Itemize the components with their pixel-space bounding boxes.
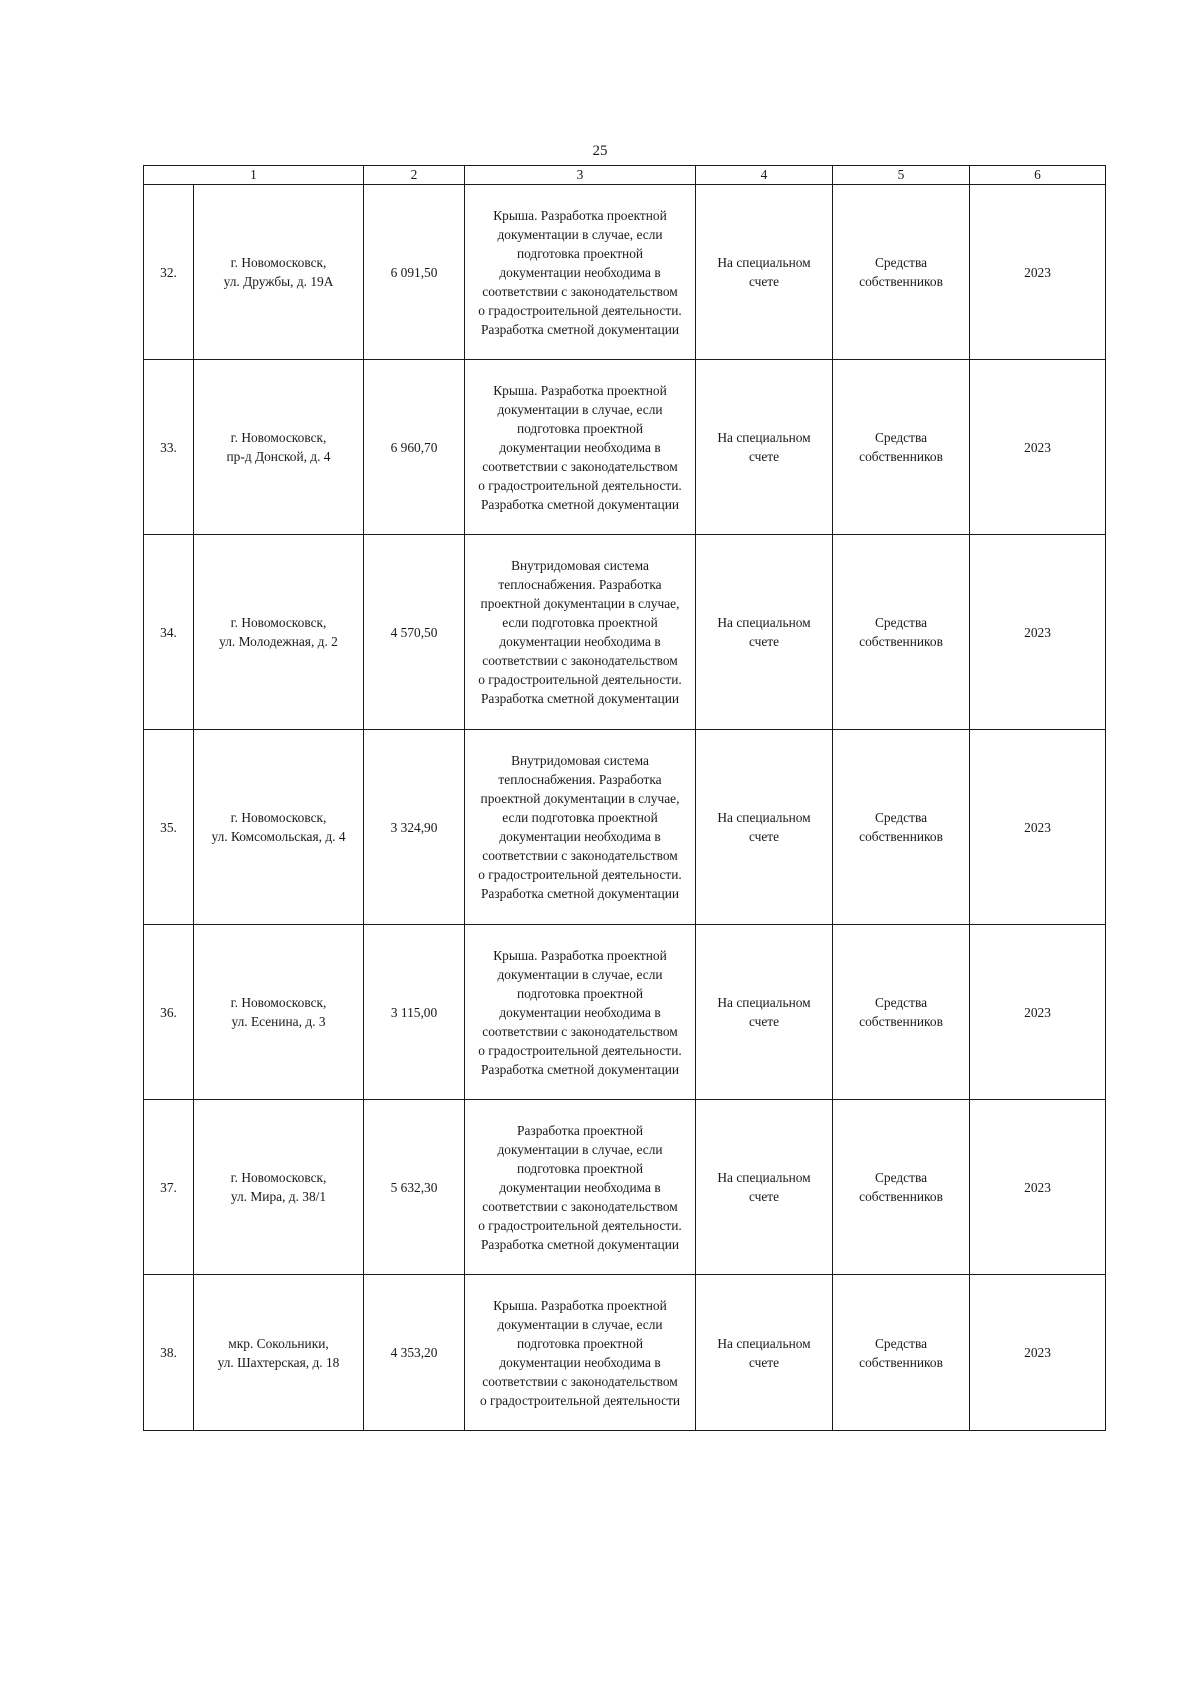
account-cell xyxy=(696,535,833,730)
description-cell-line: подготовка проектной xyxy=(516,985,644,1001)
address-cell-line: г. Новомосковск, xyxy=(230,995,327,1010)
description-cell-line: документации необходима в xyxy=(499,264,661,280)
row-number: 35. xyxy=(144,730,194,925)
source-cell-line: собственников xyxy=(859,1189,943,1204)
column-header-6: 6 xyxy=(970,166,1106,185)
account-cell-line: счете xyxy=(748,829,780,844)
description-cell-line: подготовка проектной xyxy=(516,245,644,261)
description-cell-line: Крыша. Разработка проектной xyxy=(493,947,667,963)
account-cell-line: На специальном xyxy=(717,255,811,270)
account-cell xyxy=(696,1100,833,1275)
account-cell-line: счете xyxy=(748,1014,780,1029)
table-row xyxy=(144,535,1106,730)
description-cell-line: соответствии с законодательством xyxy=(482,283,678,299)
description-cell-line: соответствии с законодательством xyxy=(482,653,678,668)
year-cell: 2023 xyxy=(970,185,1106,360)
source-cell-line: Средства xyxy=(874,1170,928,1185)
description-cell-line: документации необходима в xyxy=(499,634,661,649)
address-cell xyxy=(194,1275,364,1431)
table-row xyxy=(144,360,1106,535)
account-cell-line: На специальном xyxy=(717,615,811,630)
source-cell xyxy=(833,360,970,535)
column-header-1: 1 xyxy=(144,166,364,185)
description-cell-line: документации в случае, если xyxy=(497,226,663,242)
row-number: 38. xyxy=(144,1275,194,1431)
amount-cell: 4 570,50 xyxy=(364,535,465,730)
amount-cell: 3 324,90 xyxy=(364,730,465,925)
column-header-3: 3 xyxy=(465,166,696,185)
description-cell-line: теплоснабжения. Разработка xyxy=(498,772,662,787)
page-number: 25 xyxy=(592,143,608,159)
table-row xyxy=(144,925,1106,1100)
row-number: 33. xyxy=(144,360,194,535)
source-cell-line: Средства xyxy=(874,615,928,630)
amount-cell: 6 091,50 xyxy=(364,185,465,360)
address-cell xyxy=(194,360,364,535)
source-cell-line: собственников xyxy=(859,449,943,464)
address-cell-line: г. Новомосковск, xyxy=(230,430,327,445)
amount-cell: 3 115,00 xyxy=(364,925,465,1100)
account-cell-line: счете xyxy=(748,634,780,649)
description-cell-line: если подготовка проектной xyxy=(502,810,658,825)
header-row xyxy=(144,166,1106,185)
table-row xyxy=(144,185,1106,360)
description-cell-line: документации необходима в xyxy=(499,1179,661,1195)
column-header-2: 2 xyxy=(364,166,465,185)
source-cell xyxy=(833,535,970,730)
description-cell-line: соответствии с законодательством xyxy=(482,458,678,474)
address-cell-line: ул. Молодежная, д. 2 xyxy=(219,634,338,649)
description-cell-line: Разработка проектной xyxy=(517,1122,643,1138)
description-cell-line: о градостроительной деятельности. xyxy=(478,302,682,318)
account-cell-line: На специальном xyxy=(717,1335,811,1351)
description-cell-line: проектной документации в случае, xyxy=(480,596,680,611)
source-cell xyxy=(833,1100,970,1275)
year-cell: 2023 xyxy=(970,360,1106,535)
account-cell xyxy=(696,185,833,360)
description-cell-line: соответствии с законодательством xyxy=(482,848,678,863)
account-cell xyxy=(696,1275,833,1431)
source-cell-line: собственников xyxy=(859,274,943,289)
column-header-4: 4 xyxy=(696,166,833,185)
table-header xyxy=(144,166,1106,185)
account-cell xyxy=(696,730,833,925)
description-cell-line: Разработка сметной документации xyxy=(480,886,680,901)
address-cell xyxy=(194,185,364,360)
amount-cell: 6 960,70 xyxy=(364,360,465,535)
amount-cell: 5 632,30 xyxy=(364,1100,465,1275)
address-cell xyxy=(194,925,364,1100)
column-header-5: 5 xyxy=(833,166,970,185)
address-cell-line: г. Новомосковск, xyxy=(230,810,327,825)
description-cell xyxy=(465,1100,696,1275)
source-cell-line: Средства xyxy=(874,995,928,1010)
year-cell: 2023 xyxy=(970,730,1106,925)
source-cell-line: Средства xyxy=(874,1335,928,1351)
account-cell-line: счете xyxy=(748,1189,780,1204)
address-cell-line: ул. Есенина, д. 3 xyxy=(231,1014,326,1029)
year-cell: 2023 xyxy=(970,1100,1106,1275)
description-cell-line: документации в случае, если xyxy=(497,1316,663,1332)
description-cell-line: соответствии с законодательством xyxy=(482,1023,678,1039)
description-cell xyxy=(465,360,696,535)
description-cell-line: Разработка сметной документации xyxy=(480,1236,680,1252)
account-cell-line: На специальном xyxy=(717,1170,811,1185)
table-body xyxy=(144,185,1106,1431)
address-cell-line: г. Новомосковск, xyxy=(230,615,327,630)
description-cell-line: документации в случае, если xyxy=(497,1141,663,1157)
table-row xyxy=(144,1100,1106,1275)
description-cell-line: документации в случае, если xyxy=(497,966,663,982)
account-cell xyxy=(696,360,833,535)
description-cell xyxy=(465,185,696,360)
address-cell xyxy=(194,730,364,925)
address-cell-line: ул. Дружбы, д. 19А xyxy=(223,274,334,289)
address-cell-line: пр-д Донской, д. 4 xyxy=(226,449,331,464)
address-cell-line: ул. Мира, д. 38/1 xyxy=(230,1189,327,1204)
description-cell xyxy=(465,925,696,1100)
description-cell-line: документации необходима в xyxy=(499,1354,661,1370)
source-cell-line: собственников xyxy=(859,1354,943,1370)
description-cell-line: Крыша. Разработка проектной xyxy=(493,1297,667,1313)
account-cell-line: На специальном xyxy=(717,430,811,445)
description-cell-line: о градостроительной деятельности. xyxy=(478,477,682,493)
description-cell xyxy=(465,535,696,730)
address-cell-line: мкр. Сокольники, xyxy=(228,1335,329,1351)
address-cell-line: г. Новомосковск, xyxy=(230,255,327,270)
account-cell-line: На специальном xyxy=(717,810,811,825)
row-number: 34. xyxy=(144,535,194,730)
source-cell xyxy=(833,1275,970,1431)
description-cell-line: соответствии с законодательством xyxy=(482,1373,678,1389)
account-cell-line: счете xyxy=(748,1354,780,1370)
source-cell-line: Средства xyxy=(874,255,928,270)
description-cell-line: проектной документации в случае, xyxy=(480,791,680,806)
description-cell-line: подготовка проектной xyxy=(516,420,644,436)
description-cell-line: если подготовка проектной xyxy=(502,615,658,630)
amount-cell: 4 353,20 xyxy=(364,1275,465,1431)
description-cell-line: о градостроительной деятельности. xyxy=(478,867,682,882)
source-cell-line: Средства xyxy=(874,810,928,825)
source-cell-line: собственников xyxy=(859,634,943,649)
address-cell-line: ул. Шахтерская, д. 18 xyxy=(217,1354,340,1370)
description-cell-line: Внутридомовая система xyxy=(511,558,649,573)
year-cell: 2023 xyxy=(970,535,1106,730)
row-number: 32. xyxy=(144,185,194,360)
description-cell-line: Крыша. Разработка проектной xyxy=(493,207,667,223)
row-number: 36. xyxy=(144,925,194,1100)
description-cell-line: Разработка сметной документации xyxy=(480,1061,680,1077)
description-cell-line: о градостроительной деятельности xyxy=(479,1392,681,1408)
description-cell xyxy=(465,730,696,925)
address-cell-line: ул. Комсомольская, д. 4 xyxy=(211,829,346,844)
description-cell-line: о градостроительной деятельности. xyxy=(478,672,682,687)
description-cell-line: о градостроительной деятельности. xyxy=(478,1217,682,1233)
description-cell-line: Разработка сметной документации xyxy=(480,321,680,337)
description-cell-line: соответствии с законодательством xyxy=(482,1198,678,1214)
description-cell xyxy=(465,1275,696,1431)
description-cell-line: подготовка проектной xyxy=(516,1160,644,1176)
table-row xyxy=(144,1275,1106,1431)
description-cell-line: Разработка сметной документации xyxy=(480,496,680,512)
address-cell xyxy=(194,535,364,730)
year-cell: 2023 xyxy=(970,1275,1106,1431)
description-cell-line: подготовка проектной xyxy=(516,1335,644,1351)
description-cell-line: о градостроительной деятельности. xyxy=(478,1042,682,1058)
description-cell-line: Крыша. Разработка проектной xyxy=(493,382,667,398)
year-cell: 2023 xyxy=(970,925,1106,1100)
account-cell xyxy=(696,925,833,1100)
description-cell-line: документации необходима в xyxy=(499,439,661,455)
program-table xyxy=(143,165,1106,1431)
description-cell-line: документации необходима в xyxy=(499,829,661,844)
source-cell xyxy=(833,185,970,360)
source-cell-line: собственников xyxy=(859,1014,943,1029)
address-cell xyxy=(194,1100,364,1275)
account-cell-line: На специальном xyxy=(717,995,811,1010)
source-cell xyxy=(833,925,970,1100)
table-row xyxy=(144,730,1106,925)
source-cell-line: Средства xyxy=(874,430,928,445)
row-number: 37. xyxy=(144,1100,194,1275)
description-cell-line: документации необходима в xyxy=(499,1004,661,1020)
source-cell-line: собственников xyxy=(859,829,943,844)
description-cell-line: теплоснабжения. Разработка xyxy=(498,577,662,592)
account-cell-line: счете xyxy=(748,274,780,289)
source-cell xyxy=(833,730,970,925)
account-cell-line: счете xyxy=(748,449,780,464)
address-cell-line: г. Новомосковск, xyxy=(230,1170,327,1185)
description-cell-line: Внутридомовая система xyxy=(511,753,649,768)
description-cell-line: Разработка сметной документации xyxy=(480,691,680,706)
description-cell-line: документации в случае, если xyxy=(497,401,663,417)
